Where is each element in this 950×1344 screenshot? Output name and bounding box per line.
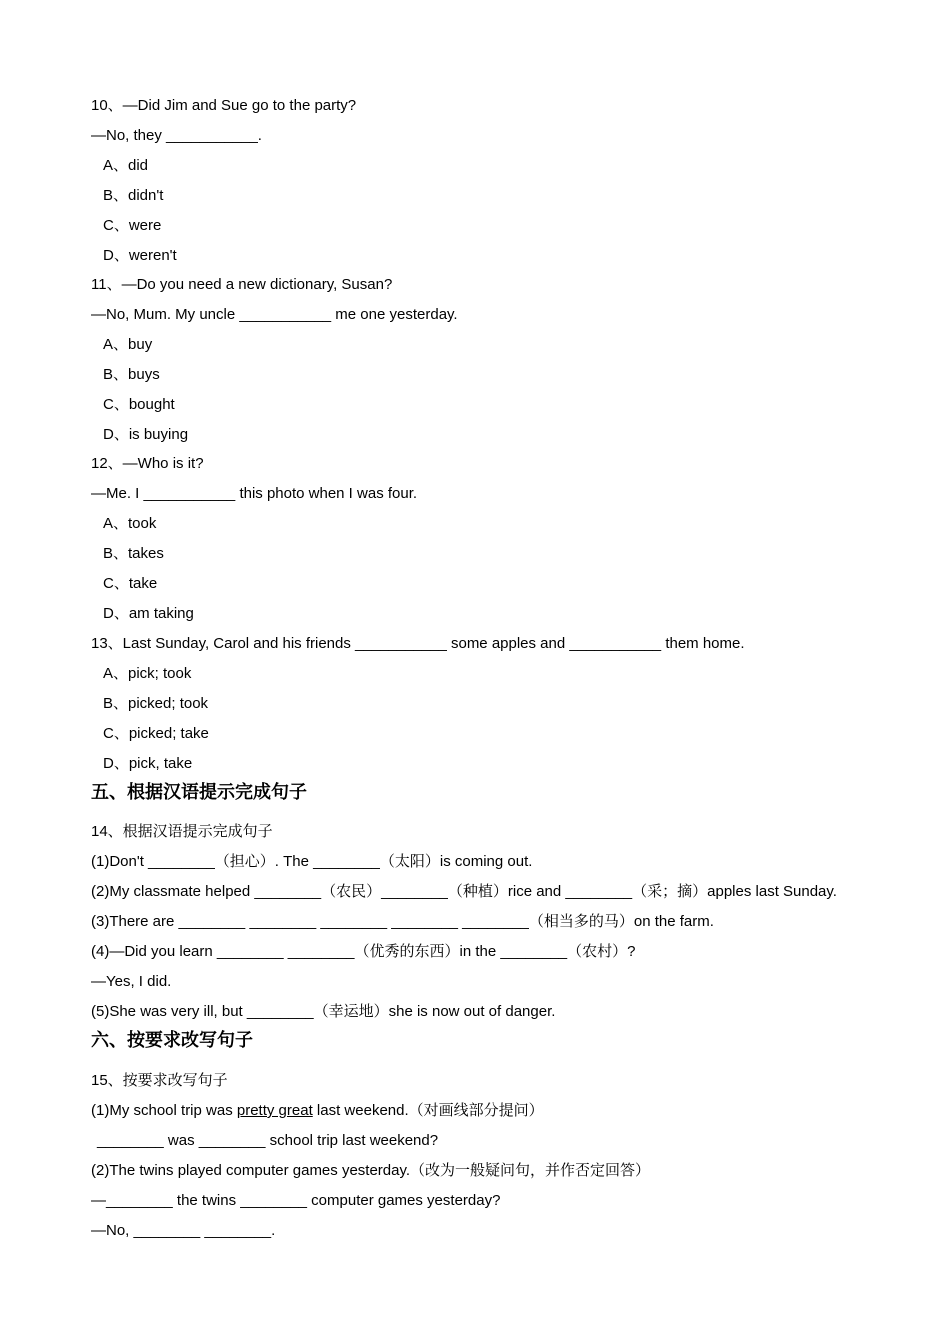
q11-answer: —No, Mum. My uncle ___________ me one yesterday. xyxy=(91,306,458,323)
q15-item-1-underlined: pretty great xyxy=(236,1102,313,1119)
q15-item-2-question: —________ the twins ________ computer games yesterday? xyxy=(91,1192,501,1209)
q15-item-1-blank: ________ was ________ school trip last weekend? xyxy=(97,1132,439,1149)
q11-option-c: C、bought xyxy=(103,396,175,413)
q14-title: 14、根据汉语提示完成句子 xyxy=(91,823,273,840)
q15-item-2-answer: —No, ________ ________. xyxy=(91,1222,276,1239)
q12-answer: —Me. I ___________ this photo when I was four. xyxy=(91,485,418,502)
q11-option-d: D、is buying xyxy=(103,426,189,443)
q15-item-1-before: (1)My school trip was xyxy=(91,1102,237,1119)
q13-option-c: C、picked; take xyxy=(103,725,209,742)
q14-item-2: (2)My classmate helped ________（农民）________（种植）rice and ________（采；摘）apples last Sunday. xyxy=(91,883,837,900)
q12-option-a: A、took xyxy=(103,515,157,532)
q14-item-3: (3)There are ________ ________ ________ ________ ________（相当多的马）on the farm. xyxy=(91,913,714,930)
q13-option-d: D、pick, take xyxy=(103,755,193,772)
q15-item-1-after: last weekend.（对画线部分提问） xyxy=(312,1102,544,1119)
q12-option-b: B、takes xyxy=(103,545,164,562)
q10-option-c: C、were xyxy=(103,217,162,234)
q10-option-b: B、didn't xyxy=(103,187,164,204)
q13-option-b: B、picked; took xyxy=(103,695,209,712)
q10-answer: —No, they ___________. xyxy=(91,127,262,144)
q15-item-1 xyxy=(91,1096,544,1126)
q13-stem: 13、Last Sunday, Carol and his friends ___________ some apples and ___________ them home. xyxy=(91,635,745,652)
q14-item-1: (1)Don't ________（担心）. The ________（太阳）is coming out. xyxy=(91,853,533,870)
q11-option-b: B、buys xyxy=(103,366,160,383)
q11-option-a: A、buy xyxy=(103,336,153,353)
q14-item-5: (5)She was very ill, but ________（幸运地）she is now out of danger. xyxy=(91,1003,556,1020)
q14-item-4: (4)—Did you learn ________ ________（优秀的东西）in the ________（农村）? xyxy=(91,943,636,960)
q15-title: 15、按要求改写句子 xyxy=(91,1072,228,1089)
section-6-heading: 六、按要求改写句子 xyxy=(91,1030,253,1051)
q10-option-a: A、did xyxy=(103,157,149,174)
q12-option-d: D、am taking xyxy=(103,605,194,622)
q13-option-a: A、pick; took xyxy=(103,665,192,682)
q12-stem: 12、—Who is it? xyxy=(91,455,204,472)
q14-item-4-answer: —Yes, I did. xyxy=(91,973,172,990)
q11-stem: 11、—Do you need a new dictionary, Susan? xyxy=(91,276,393,293)
q15-item-2: (2)The twins played computer games yesterday.（改为一般疑问句，并作否定回答） xyxy=(91,1162,651,1179)
q10-stem: 10、—Did Jim and Sue go to the party? xyxy=(91,97,357,114)
q12-option-c: C、take xyxy=(103,575,158,592)
q10-option-d: D、weren't xyxy=(103,247,177,264)
section-5-heading: 五、根据汉语提示完成句子 xyxy=(91,782,307,803)
